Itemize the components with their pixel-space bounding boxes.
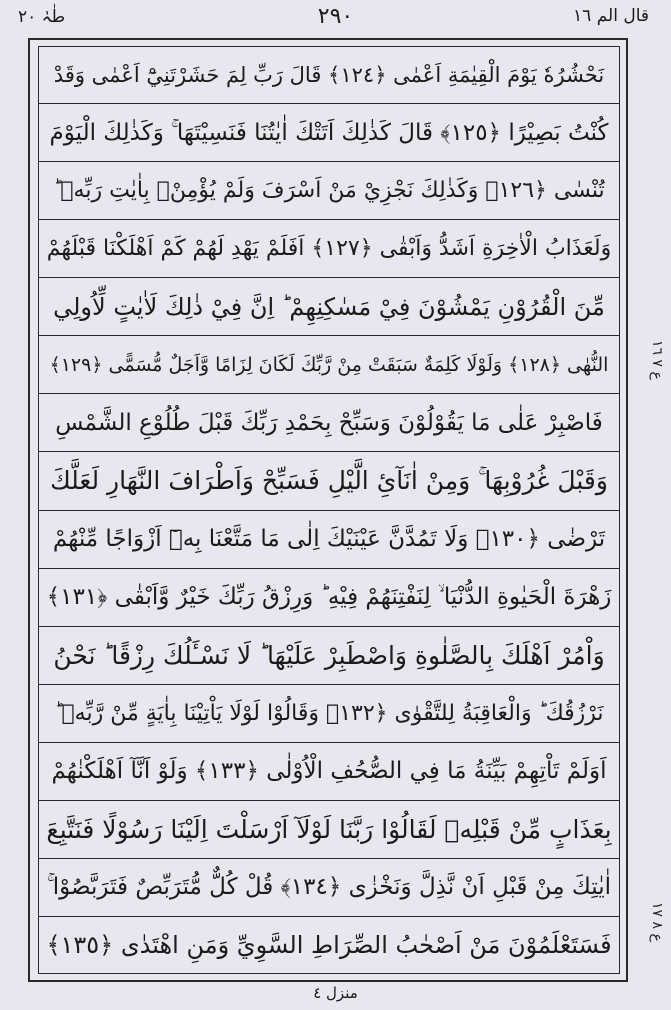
text-line: النُّهٰى ﴿١٢٨﴾ وَلَوْلَا كَلِمَةٌ سَبَقَتْ مِنْ رَّبِّكَ لَكَانَ لِزَامًا وَّاَجَلٌ مُّسَمًّى ﴿١٢٩﴾ <box>38 336 620 394</box>
juz-name: قال الم ١٦ <box>573 6 649 26</box>
text-line: فَاصْبِرْ عَلٰى مَا يَقُوْلُوْنَ وَسَبِّحْ بِحَمْدِ رَبِّكَ قَبْلَ طُلُوْعِ الشَّمْسِ <box>38 394 620 452</box>
text-line: وَقَبْلَ غُرُوْبِهَا ۚ وَمِنْ اٰنَآئِ الَّيْلِ فَسَبِّحْ وَاَطْرَافَ النَّهَارِ لَعَلَّكَ <box>38 452 620 510</box>
text-block <box>38 46 620 974</box>
text-line: فَسَتَعْلَمُوْنَ مَنْ اَصْحٰبُ الصِّرَاطِ السَّوِيِّ وَمَنِ اهْتَدٰى ﴿١٣٥﴾ <box>46 931 612 960</box>
text-line: تَرْضٰى ﴿١٣٠﴾ وَلَا تَمُدَّنَّ عَيْنَيْكَ اِلٰى مَا مَتَّعْنَا بِهٖٓ اَزْوَاجًا مِّنْهُمْ <box>38 511 620 569</box>
page-header <box>0 4 671 34</box>
surah-name: طٰہٰ ٢٠ <box>18 7 66 27</box>
text-line: وَلَعَذَابُ الْاٰخِرَةِ اَشَدُّ وَاَبْقٰى ﴿١٢٧﴾ اَفَلَمْ يَهْدِ لَهُمْ كَمْ اَهْلَكْنَا قَبْلَهُمْ <box>38 220 620 278</box>
text-line: بِعَذَابٍ مِّنْ قَبْلِهٖ لَقَالُوْا رَبَّنَا لَوْلَآ اَرْسَلْتَ اِلَيْنَا رَسُوْلًا فَنَتَّبِعَ <box>38 801 620 859</box>
text-line: وَاْمُرْ اَهْلَكَ بِالصَّلٰوةِ وَاصْطَبِرْ عَلَيْهَا ؕ لَا نَسْـَٔلُكَ رِزْقًا ؕ نَحْنُ <box>38 627 620 685</box>
text-line: اَوَلَمْ تَاْتِهِمْ بَيِّنَةُ مَا فِي الصُّحُفِ الْاُوْلٰى ﴿١٣٣﴾ وَلَوْ اَنَّآ اَهْلَكْنٰهُمْ <box>38 743 620 801</box>
text-line: نَرْزُقُكَ ؕ وَالْعَاقِبَةُ لِلتَّقْوٰى ﴿١٣٢﴾ وَقَالُوْا لَوْلَا يَاْتِيْنَا بِاٰيَةٍ مِّنْ رَّبِّهٖ ؕ <box>38 685 620 743</box>
text-line: مِّنَ الْقُرُوْنِ يَمْشُوْنَ فِيْ مَسٰكِنِهِمْ ؕ اِنَّ فِيْ ذٰلِكَ لَاٰيٰتٍ لِّاُولِي <box>38 278 620 336</box>
text-line: تُنْسٰى ﴿١٢٦﴾ وَكَذٰلِكَ نَجْزِيْ مَنْ اَسْرَفَ وَلَمْ يُؤْمِنْۢ بِاٰيٰتِ رَبِّهٖ ؕ <box>38 162 620 220</box>
page-number: ٢٩٠ <box>317 4 354 29</box>
ruku-marker: ع ٨ ١٧ <box>649 902 665 942</box>
text-line: اٰيٰتِكَ مِنْ قَبْلِ اَنْ نَّذِلَّ وَنَخْزٰى ﴿١٣٤﴾ قُلْ كُلٌّ مُّتَرَبِّصٌ فَتَرَبَّصُوْا ۚ <box>38 859 620 917</box>
text-line: كُنْتُ بَصِيْرًا ﴿١٢٥﴾ قَالَ كَذٰلِكَ اَتَتْكَ اٰيٰتُنَا فَنَسِيْتَهَا ۚ وَكَذٰلِكَ الْيَوْمَ <box>38 104 620 162</box>
ruku-marker: ع ٧ ١٦ <box>649 340 665 380</box>
text-line: نَحْشُرُهٗ يَوْمَ الْقِيٰمَةِ اَعْمٰى ﴿١٢٤﴾ قَالَ رَبِّ لِمَ حَشَرْتَنِيْٓ اَعْمٰى وَقَدْ <box>38 46 620 104</box>
manzil-footer: منزل ٤ <box>313 984 358 1002</box>
text-line: زَهْرَةَ الْحَيٰوةِ الدُّنْيَا ۙ لِنَفْتِنَهُمْ فِيْهِ ؕ وَرِزْقُ رَبِّكَ خَيْرٌ وَّاَبْقٰى ﴿١٣١﴾ <box>38 569 620 627</box>
